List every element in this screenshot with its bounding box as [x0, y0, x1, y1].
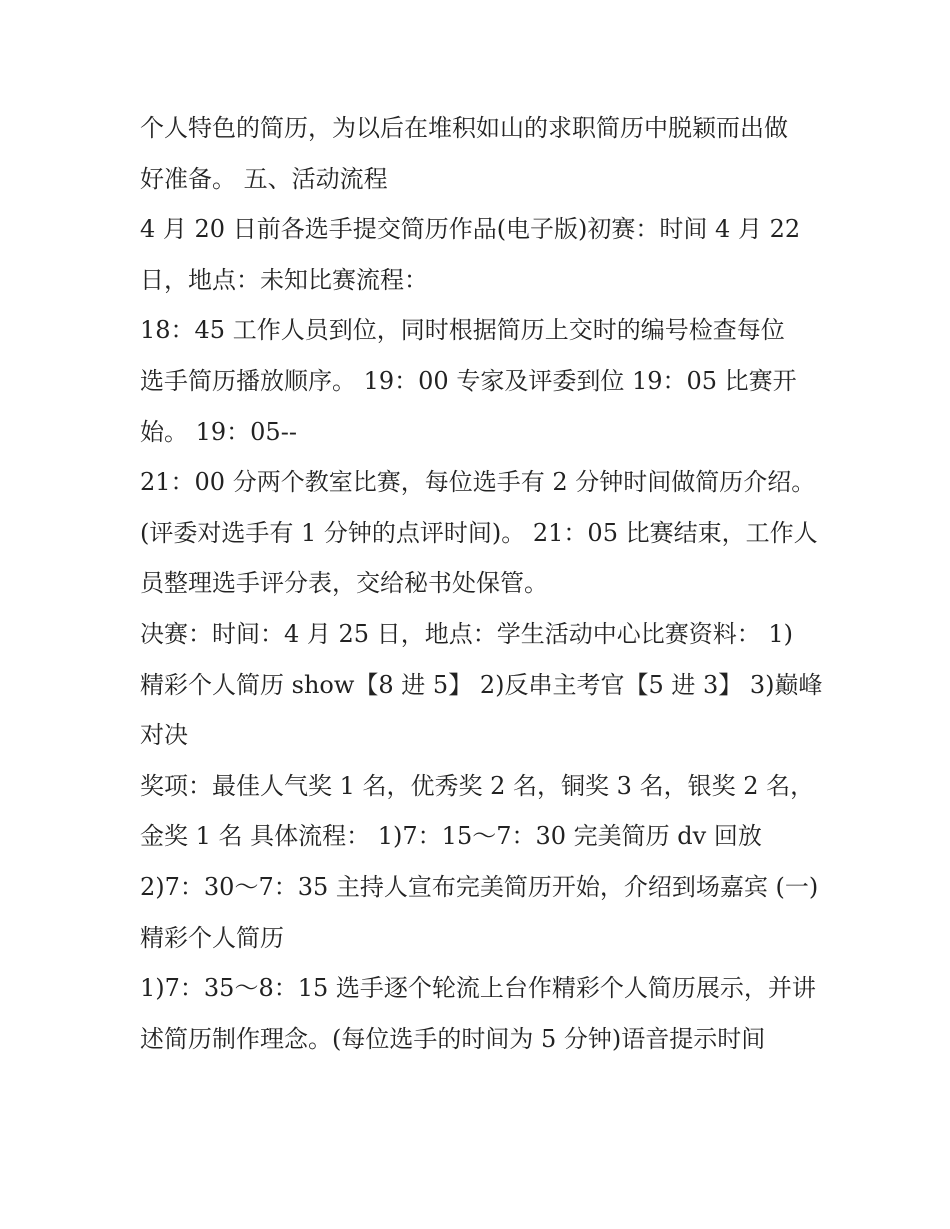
text-line: 精彩个人简历: [140, 923, 284, 952]
document-body: [140, 103, 830, 1064]
text-line: 21：00 分两个教室比赛，每位选手有 2 分钟时间做简历介绍。: [140, 468, 816, 497]
text-line: 述简历制作理念。(每位选手的时间为 5 分钟)语音提示时间: [140, 1024, 766, 1053]
text-line: 好准备。 五、活动流程: [140, 164, 388, 193]
text-line: 决赛：时间：4 月 25 日，地点：学生活动中心比赛资料： 1): [140, 619, 793, 648]
text-line: 18：45 工作人员到位，同时根据简历上交时的编号检查每位: [140, 316, 785, 345]
text-line: (评委对选手有 1 分钟的点评时间)。 21：05 比赛结束，工作人: [140, 518, 818, 547]
text-line: 对决: [140, 721, 188, 750]
text-line: 4 月 20 日前各选手提交简历作品(电子版)初赛：时间 4 月 22: [140, 215, 801, 244]
text-line: 奖项：最佳人气奖 1 名，优秀奖 2 名，铜奖 3 名，银奖 2 名，: [140, 771, 815, 800]
text-line: 始。 19：05--: [140, 417, 297, 446]
text-line: 2)7：30～7：35 主持人宣布完美简历开始，介绍到场嘉宾 (一): [140, 872, 819, 901]
text-line: 精彩个人简历 show【8 进 5】 2)反串主考官【5 进 3】 3)巅峰: [140, 670, 823, 699]
text-line: 日，地点：未知比赛流程：: [140, 265, 428, 294]
text-line: 1)7：35～8：15 选手逐个轮流上台作精彩个人简历展示，并讲: [140, 974, 816, 1003]
text-line: 员整理选手评分表，交给秘书处保管。: [140, 569, 548, 598]
text-line: 金奖 1 名 具体流程： 1)7：15～7：30 完美简历 dv 回放: [140, 822, 762, 851]
text-line: 个人特色的简历，为以后在堆积如山的求职简历中脱颖而出做: [140, 114, 788, 142]
text-line: 选手简历播放顺序。 19：00 专家及评委到位 19：05 比赛开: [140, 366, 797, 395]
